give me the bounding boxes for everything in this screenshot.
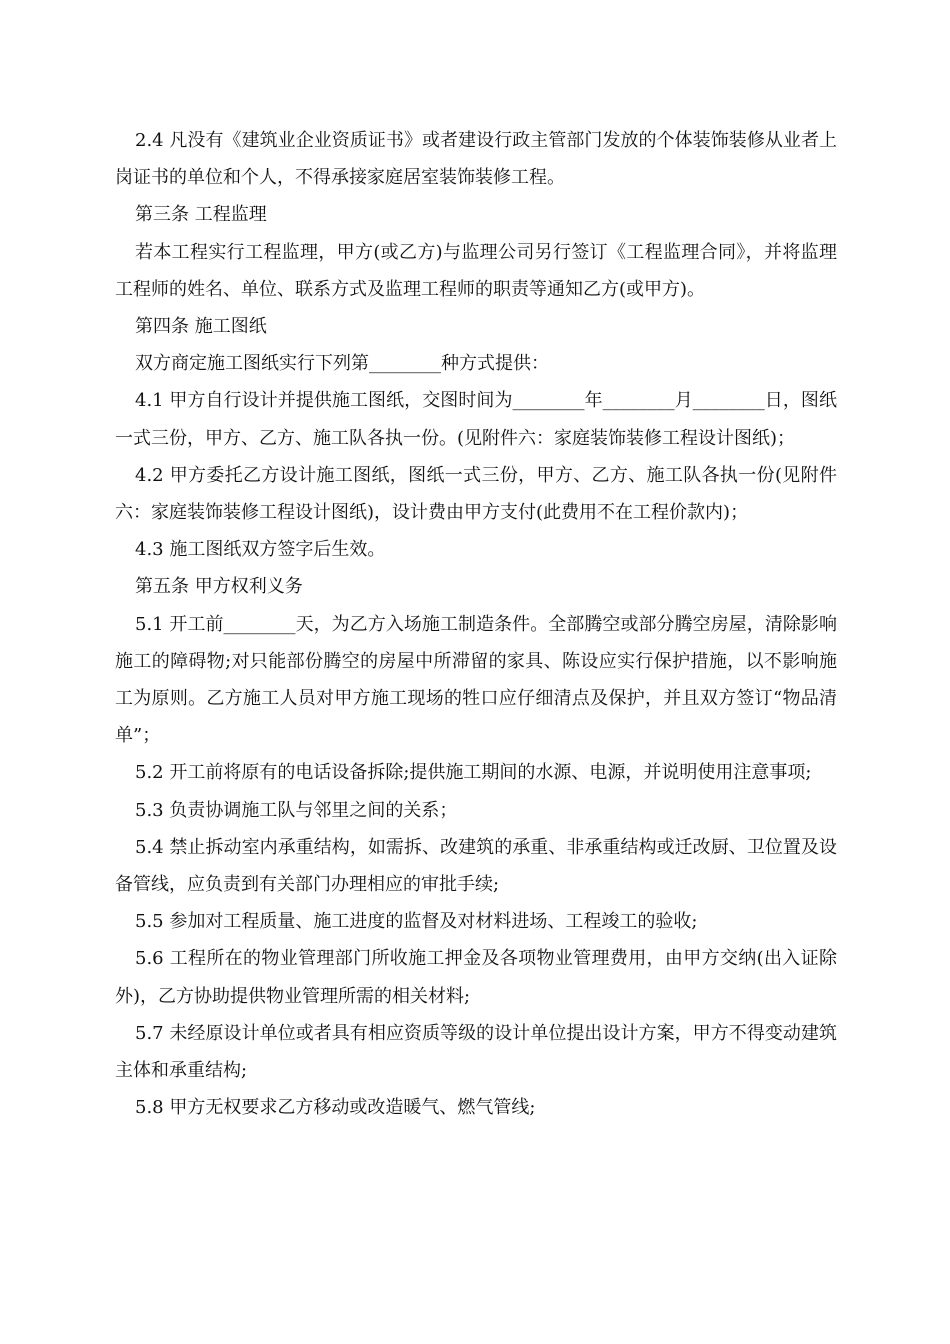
clause-5-3: 5.3 负责协调施工队与邻里之间的关系； — [135, 799, 458, 821]
clause-5-5: 5.5 参加对工程质量、施工进度的监督及对材料进场、工程竣工的验收; — [135, 911, 698, 933]
clause-5-8: 5.8 甲方无权要求乙方移动或改造暖气、燃气管线; — [135, 1097, 536, 1119]
article-5-heading: 第五条 甲方权利义务 — [135, 576, 303, 598]
clause-5-4: 5.4 禁止拆动室内承重结构，如需拆、改建筑的承重、非承重结构或迁改厨、卫位置及设备管线，应负责到有关部门办理相应的审批手续; — [115, 836, 837, 896]
clause-5-2: 5.2 开工前将原有的电话设备拆除;提供施工期间的水源、电源，并说明使用注意事项; — [135, 762, 812, 784]
clause-4-3: 4.3 施工图纸双方签字后生效。 — [135, 539, 386, 561]
clause-4-2: 4.2 甲方委托乙方设计施工图纸，图纸一式三份，甲方、乙方、施工队各执一份(见附件六：家庭装饰装修工程设计图纸)，设计费由甲方支付(此费用不在工程价款内)； — [115, 464, 837, 524]
article-3-heading: 第三条 工程监理 — [135, 204, 267, 226]
article-4-heading: 第四条 施工图纸 — [135, 316, 267, 338]
article-4-intro: 双方商定施工图纸实行下列第________种方式提供： — [135, 353, 549, 375]
document-body — [115, 122, 837, 1126]
clause-5-1: 5.1 开工前________天，为乙方入场施工制造条件。全部腾空或部分腾空房屋，清除影响施工的障碍物;对只能部份腾空的房屋中所滞留的家具、陈设应实行保护措施，以不影响施工为原则。乙方施工人员对甲方施工现场的牲口应仔细清点及保护，并且双方签订“物品清单”； — [115, 613, 837, 747]
clause-5-6: 5.6 工程所在的物业管理部门所收施工押金及各项物业管理费用，由甲方交纳(出入证除外)，乙方协助提供物业管理所需的相关材料; — [115, 948, 837, 1007]
clause-4-1: 4.1 甲方自行设计并提供施工图纸，交图时间为________年________月________日，图纸一式三份，甲方、乙方、施工队各执一份。(见附件六：家庭装饰装修工程设计图纸)； — [115, 390, 837, 449]
clause-2-4: 2.4 凡没有《建筑业企业资质证书》或者建设行政主管部门发放的个体装饰装修从业者上岗证书的单位和个人，不得承接家庭居室装饰装修工程。 — [115, 130, 837, 189]
clause-5-7: 5.7 未经原设计单位或者具有相应资质等级的设计单位提出设计方案，甲方不得变动建筑主体和承重结构; — [115, 1022, 837, 1082]
article-3-body: 若本工程实行工程监理，甲方(或乙方)与监理公司另行签订《工程监理合同》，并将监理工程师的姓名、单位、联系方式及监理工程师的职责等通知乙方(或甲方)。 — [115, 241, 837, 300]
